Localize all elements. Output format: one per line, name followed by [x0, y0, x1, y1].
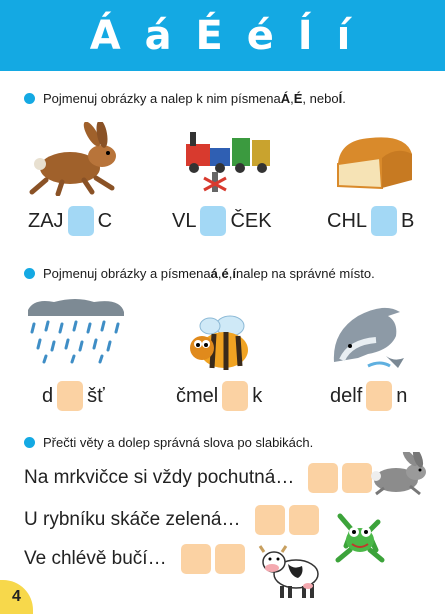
instruction-1: Pojmenuj obrázky a nalep k nim písmena Á , É , nebo Í . — [24, 91, 346, 106]
word-bee: čmel k — [176, 381, 262, 411]
page-number: 4 — [0, 580, 33, 614]
sticker-slot[interactable] — [308, 463, 338, 493]
bullet-dot-icon — [24, 268, 35, 279]
instruction-2: Pojmenuj obrázky a písmena á , é , í nalep na správné místo. — [24, 266, 375, 281]
dolphin-icon — [328, 302, 410, 374]
rain-cloud-icon — [24, 296, 128, 366]
cow-icon — [258, 540, 324, 602]
bullet-dot-icon — [24, 93, 35, 104]
sentence-3: Ve chlévě bučí… — [24, 544, 247, 574]
sticker-slot[interactable] — [68, 206, 94, 236]
sticker-slot[interactable] — [215, 544, 245, 574]
word-rabbit: ZAJ C — [28, 206, 112, 236]
rabbit-icon — [22, 122, 130, 196]
train-icon — [176, 124, 272, 194]
page-header — [0, 0, 445, 71]
bread-icon — [330, 124, 422, 194]
bullet-dot-icon — [24, 437, 35, 448]
sticker-slot[interactable] — [371, 206, 397, 236]
frog-icon — [330, 506, 388, 564]
sentence-2: U rybníku skáče zelená… — [24, 505, 321, 535]
sticker-slot[interactable] — [366, 381, 392, 411]
syllable-slots — [306, 463, 374, 493]
hare-icon — [366, 452, 430, 496]
word-dolphin: delf n — [330, 381, 407, 411]
sticker-slot[interactable] — [222, 381, 248, 411]
bee-icon — [186, 312, 256, 374]
syllable-slots — [179, 544, 247, 574]
sticker-slot[interactable] — [181, 544, 211, 574]
instruction-3: Přečti věty a dolep správná slova po slabikách. — [24, 435, 313, 450]
page-title: Á á É é Í í — [89, 12, 356, 59]
sentence-1: Na mrkvičce si vždy pochutná… — [24, 463, 374, 493]
sticker-slot[interactable] — [200, 206, 226, 236]
word-train: VL ČEK — [172, 206, 272, 236]
sticker-slot[interactable] — [289, 505, 319, 535]
sticker-slot[interactable] — [57, 381, 83, 411]
syllable-slots — [253, 505, 321, 535]
word-bread: CHL B — [327, 206, 414, 236]
sticker-slot[interactable] — [255, 505, 285, 535]
word-rain: d šť — [42, 381, 105, 411]
